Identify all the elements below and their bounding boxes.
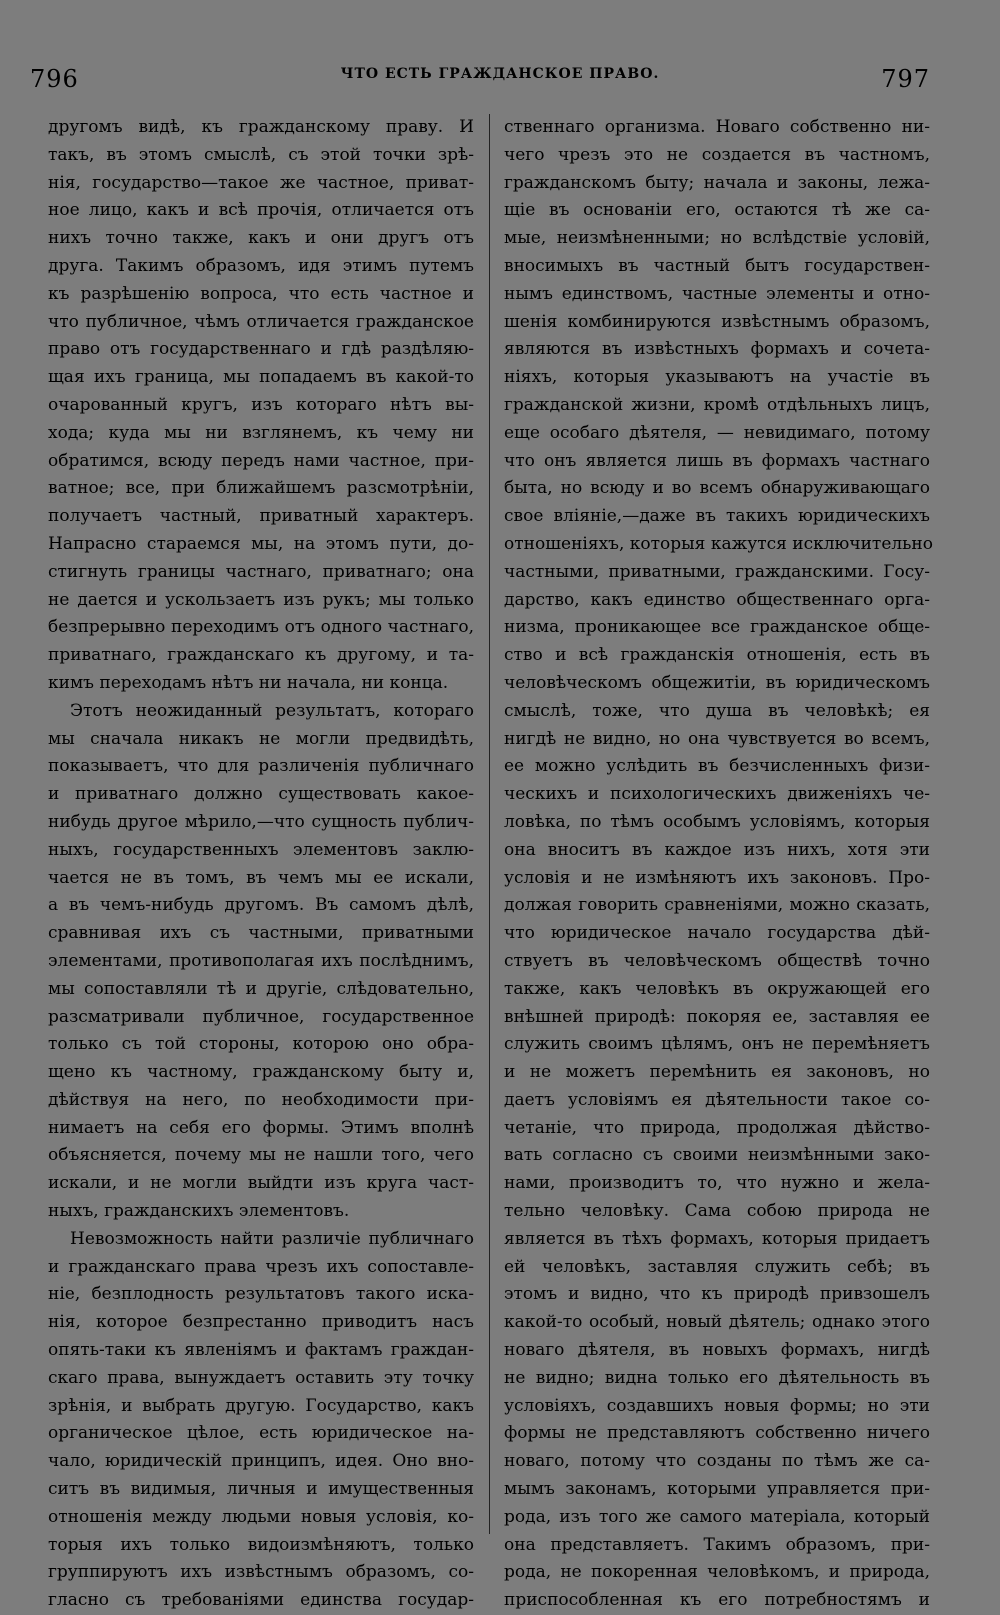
text-line: смыслѣ, тоже, что душа въ человѣкѣ; ея	[504, 700, 930, 721]
text-line: ствуетъ въ человѣческомъ обществѣ точно	[504, 950, 930, 971]
text-line: другомъ видѣ, къ гражданскому праву. И	[48, 117, 474, 137]
text-line: она вноситъ въ каждое изъ нихъ, хотя эти	[504, 839, 930, 860]
text-columns	[48, 114, 936, 1611]
text-line: показываетъ, что для различенія публичнаго	[48, 756, 474, 777]
left-text-column	[48, 114, 474, 1611]
text-line: обратимся, всюду передъ нами частное, при-	[48, 450, 474, 471]
text-line: отношеніяхъ, которыя кажутся исключительно	[504, 533, 934, 554]
text-line: являются въ извѣстныхъ формахъ и сочета-	[504, 339, 930, 360]
text-line: рода, не покоренная человѣкомъ, и природа,	[504, 1562, 930, 1583]
text-line: ство и всѣ гражданскія отношенія, есть въ	[504, 645, 930, 666]
text-line: мы сопоставляли тѣ и другіе, слѣдовательно,	[48, 978, 474, 999]
text-line: должая говорить сравненіями, можно сказать,	[504, 895, 930, 916]
text-line: условіяхъ, создавшихъ новыя формы; но эти	[504, 1395, 930, 1416]
text-line: шенія комбинируются извѣстнымъ образомъ,	[504, 311, 930, 332]
text-line: Напрасно стараемся мы, на этомъ пути, до-	[48, 533, 474, 554]
text-line: что публичное, чѣмъ отличается гражданское	[48, 311, 474, 332]
text-line: ныхъ, государственныхъ элементовъ заклю-	[48, 839, 474, 860]
text-line: только съ той стороны, которою оно обра-	[48, 1034, 474, 1055]
text-line: новаго, потому что созданы по тѣмъ же са-	[504, 1451, 930, 1472]
text-line: стигнуть границы частнаго, приватнаго; она	[48, 561, 474, 582]
text-line: она представляетъ. Такимъ образомъ, при-	[504, 1534, 930, 1555]
text-line: приватнаго, гражданскаго къ другому, и та-	[48, 645, 474, 666]
text-line: ей человѣкъ, заставляя служить себѣ; въ	[504, 1256, 930, 1277]
text-line: Этотъ неожиданный результатъ, котораго	[70, 700, 474, 721]
text-line: дарство, какъ единство общественнаго орга-	[504, 589, 930, 610]
text-line: не дается и ускользаетъ изъ рукъ; мы только	[48, 589, 474, 610]
text-line: опять-таки къ явленіямъ и фактамъ граждан-	[48, 1340, 474, 1361]
text-line: гражданской жизни, кромѣ отдѣльныхъ лицъ,	[504, 394, 930, 415]
text-line: къ разрѣшенію вопроса, что есть частное и	[48, 283, 474, 304]
text-line: получаетъ частный, приватный характеръ.	[48, 506, 474, 527]
text-line: является въ тѣхъ формахъ, которыя придаетъ	[504, 1228, 930, 1249]
text-line: объясняется, почему мы не нашли того, чего	[48, 1145, 474, 1166]
text-line: скаго права, вынуждаетъ оставить эту точку	[48, 1367, 474, 1388]
text-line: тельно человѣку. Сама собою природа не	[504, 1201, 930, 1222]
text-line: нія, которое безпрестанно приводитъ насъ	[48, 1312, 474, 1333]
text-line: нія, государство—такое же частное, приват-	[48, 172, 474, 193]
text-line: друга. Такимъ образомъ, идя этимъ путемъ	[48, 255, 474, 276]
text-line: какой-то особый, новый дѣятель; однако этого	[504, 1312, 930, 1333]
text-line: ее можно услѣдить въ безчисленныхъ физи-	[504, 756, 930, 777]
text-line: ныхъ, гражданскихъ элементовъ.	[48, 1201, 350, 1222]
text-line: новаго дѣятеля, въ новыхъ формахъ, нигдѣ	[504, 1340, 930, 1361]
text-line: ловѣка, по тѣмъ особымъ условіямъ, которыя	[504, 811, 930, 832]
text-line: мые, неизмѣненными; но вслѣдствіе условій,	[504, 228, 930, 249]
text-line: чается не въ томъ, въ чемъ мы ее искали,	[48, 867, 474, 888]
text-line: нымъ единствомъ, частные элементы и отно-	[504, 283, 930, 304]
text-line: право отъ государственнаго и гдѣ раздѣляю-	[48, 339, 474, 360]
text-line: кимъ переходамъ нѣтъ ни начала, ни конца.	[48, 672, 449, 693]
text-line: и приватнаго должно существовать какое-	[48, 784, 474, 805]
text-line: рода, изъ того же самого матеріала, который	[504, 1506, 930, 1527]
page-number-left: 796	[30, 65, 79, 93]
text-line: сравнивая ихъ съ частными, приватными	[48, 923, 474, 944]
text-line: и не можетъ перемѣнить ея законовъ, но	[504, 1062, 930, 1083]
text-line: условія и не измѣняютъ ихъ законовъ. Про-	[504, 867, 930, 888]
text-line: ніяхъ, которыя указываютъ на участіе въ	[504, 367, 930, 388]
text-line: искали, и не могли выйдти изъ круга част-	[48, 1173, 474, 1194]
text-line: нибудь другое мѣрило,—что сущность публич-	[48, 811, 474, 832]
text-line: гласно съ требованіями единства государ-	[48, 1590, 474, 1611]
text-line: ватное; все, при ближайшемъ разсмотрѣніи,	[48, 478, 474, 499]
running-title: ЧТО ЕСТЬ ГРАЖДАНСКОЕ ПРАВО.	[340, 66, 660, 82]
text-line: такъ, въ этомъ смыслѣ, съ этой точки зрѣ-	[48, 144, 474, 165]
text-line: очарованный кругъ, изъ котораго нѣтъ вы-	[48, 394, 474, 415]
text-line: щено къ частному, гражданскому быту и,	[48, 1062, 474, 1083]
page-header	[0, 62, 1000, 96]
text-line: четаніе, что природа, продолжая дѣйство-	[504, 1117, 930, 1138]
text-line: элементами, противополагая ихъ послѣднимъ,	[48, 950, 474, 971]
text-line: нами, производитъ то, что нужно и жела-	[504, 1173, 930, 1194]
text-line: ситъ въ видимыя, личныя и имущественныя	[48, 1479, 474, 1500]
text-line: служить своимъ цѣлямъ, онъ не перемѣняетъ	[504, 1034, 930, 1055]
text-line: группируютъ ихъ извѣстнымъ образомъ, со-	[48, 1562, 474, 1583]
text-line: что юридическое начало государства дѣй-	[504, 923, 930, 944]
text-line: разсматривали публичное, государственное	[48, 1006, 474, 1027]
text-line: ніе, безплодность результатовъ такого иска-	[48, 1284, 474, 1305]
text-line: мы сначала никакъ не могли предвидѣть,	[48, 728, 474, 749]
text-line: Невозможность найти различіе публичнаго	[70, 1228, 474, 1249]
text-line: быта, но всюду и во всемъ обнаруживающаго	[504, 478, 930, 499]
text-line: внѣшней природѣ: покоряя ее, заставляя ее	[504, 1006, 930, 1027]
text-line: еще особаго дѣятеля, — невидимаго, потому	[504, 422, 930, 443]
text-line: низма, проникающее все гражданское обще-	[504, 617, 930, 638]
text-line: и гражданскаго права чрезъ ихъ сопоставле-	[48, 1256, 474, 1277]
text-line: нимаетъ на себя его формы. Этимъ вполнѣ	[48, 1117, 474, 1138]
text-line: чало, юридическій принципъ, идея. Оно вно-	[48, 1451, 474, 1472]
text-line: щіе въ основаніи его, остаются тѣ же са-	[504, 200, 930, 221]
text-line: хода; куда мы ни взглянемъ, къ чему ни	[48, 422, 474, 443]
text-line: нигдѣ не видно, но она чувствуется во всемъ,	[504, 728, 930, 749]
text-line: гражданскомъ быту; начала и законы, лежа-	[504, 172, 930, 193]
text-line: дѣйствуя на него, по необходимости при-	[48, 1089, 474, 1110]
text-line: приспособленная къ его потребностямъ и	[504, 1590, 930, 1611]
text-line: ственнаго организма. Новаго собственно ни-	[504, 117, 930, 137]
text-line: также, какъ человѣкъ въ окружающей его	[504, 978, 930, 999]
text-line: вносимыхъ въ частный бытъ государствен-	[504, 255, 930, 276]
text-line: формы не представляютъ собственно ничего	[504, 1423, 930, 1444]
text-line: свое вліяніе,—даже въ такихъ юридическихъ	[504, 506, 930, 527]
text-line: ческихъ и психологическихъ движеніяхъ че-	[504, 784, 930, 805]
text-line: ное лицо, какъ и всѣ прочія, отличается отъ	[48, 200, 474, 221]
text-line: зрѣнія, и выбрать другую. Государство, какъ	[48, 1395, 474, 1416]
text-line: человѣческомъ общежитіи, въ юридическомъ	[504, 672, 930, 693]
text-line: отношенія между людьми новыя условія, ко-	[48, 1506, 474, 1527]
text-line: безпрерывно переходимъ отъ одного частнаго,	[48, 617, 474, 638]
text-line: что онъ является лишь въ формахъ частнаго	[504, 450, 930, 471]
text-line: органическое цѣлое, есть юридическое на-	[48, 1423, 474, 1444]
text-line: частными, приватными, гражданскими. Госу-	[504, 561, 930, 582]
text-line: этомъ и видно, что къ природѣ привзошелъ	[504, 1284, 930, 1305]
page-number-right: 797	[881, 65, 930, 93]
text-line: не видно; видна только его дѣятельность въ	[504, 1367, 930, 1388]
text-line: мымъ законамъ, которыми управляется при-	[504, 1479, 930, 1500]
right-text-column	[504, 114, 934, 1611]
text-line: а въ чемъ-нибудь другомъ. Въ самомъ дѣлѣ,	[48, 895, 474, 916]
text-line: торыя ихъ только видоизмѣняютъ, только	[48, 1534, 474, 1555]
text-line: чего чрезъ это не создается въ частномъ,	[504, 144, 930, 165]
text-line: щая ихъ граница, мы попадаемъ въ какой-то	[48, 367, 474, 388]
text-line: нихъ точно также, какъ и они другъ отъ	[48, 228, 474, 249]
text-line: даетъ условіямъ ея дѣятельности такое со-	[504, 1089, 930, 1110]
text-line: вать согласно съ своими неизмѣнными зако-	[504, 1145, 930, 1166]
column-divider	[489, 114, 490, 1534]
